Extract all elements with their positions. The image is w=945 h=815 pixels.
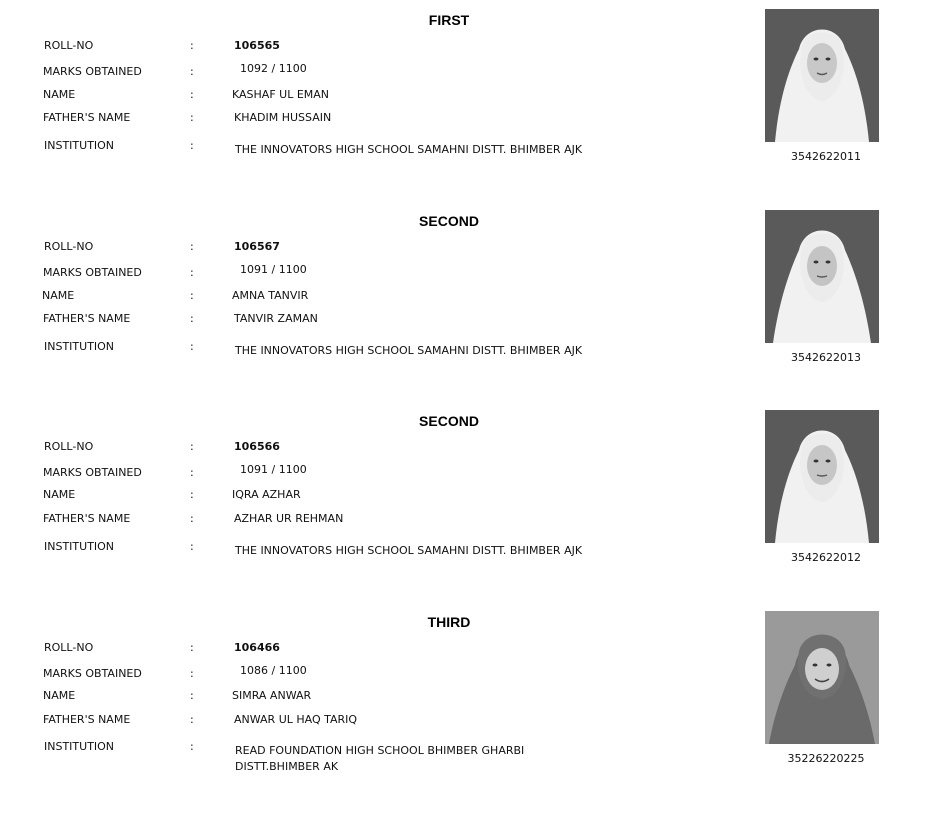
student-photo xyxy=(765,9,879,142)
result-entry xyxy=(0,611,945,801)
colon: : xyxy=(190,466,194,479)
position-title: FIRST xyxy=(428,12,470,28)
name-label: NAME xyxy=(42,289,75,302)
institution-label: INSTITUTION xyxy=(44,740,115,753)
colon: : xyxy=(190,667,194,680)
fathers-name-label: FATHER'S NAME xyxy=(43,713,131,726)
photo-id: 3542622013 xyxy=(791,351,861,364)
marks-label: MARKS OBTAINED xyxy=(43,266,142,279)
colon: : xyxy=(190,540,194,553)
colon: : xyxy=(190,488,194,501)
position-title: SECOND xyxy=(419,213,479,229)
marks-value: 1091 / 1100 xyxy=(240,263,307,276)
institution-label: INSTITUTION xyxy=(44,139,115,152)
student-photo xyxy=(765,410,879,543)
colon: : xyxy=(190,512,194,525)
name-value: SIMRA ANWAR xyxy=(232,689,312,702)
colon: : xyxy=(190,713,194,726)
institution-value: THE INNOVATORS HIGH SCHOOL SAMAHNI DISTT. BHIMBER AJK xyxy=(235,344,583,357)
fathers-name-value: ANWAR UL HAQ TARIQ xyxy=(234,713,358,726)
marks-value: 1086 / 1100 xyxy=(240,664,307,677)
roll-no-label: ROLL-NO xyxy=(44,39,94,52)
fathers-name-value: TANVIR ZAMAN xyxy=(234,312,318,325)
name-value: AMNA TANVIR xyxy=(232,289,309,302)
name-label: NAME xyxy=(43,488,76,501)
institution-label: INSTITUTION xyxy=(44,540,115,553)
roll-no-label: ROLL-NO xyxy=(44,440,94,453)
roll-no-label: ROLL-NO xyxy=(44,240,94,253)
name-label: NAME xyxy=(43,88,76,101)
result-entry xyxy=(0,210,945,400)
colon: : xyxy=(190,39,194,52)
fathers-name-value: KHADIM HUSSAIN xyxy=(234,111,332,124)
result-entry xyxy=(0,9,945,199)
photo-id: 3542622011 xyxy=(791,150,861,163)
marks-label: MARKS OBTAINED xyxy=(43,466,142,479)
colon: : xyxy=(190,88,194,101)
colon: : xyxy=(190,65,194,78)
roll-no-label: ROLL-NO xyxy=(44,641,94,654)
colon: : xyxy=(190,740,194,753)
roll-no-value: 106565 xyxy=(234,39,280,52)
photo-id: 3542622012 xyxy=(791,551,861,564)
student-photo xyxy=(765,611,879,744)
position-title: SECOND xyxy=(419,413,479,429)
institution-label: INSTITUTION xyxy=(44,340,115,353)
colon: : xyxy=(190,266,194,279)
marks-label: MARKS OBTAINED xyxy=(43,65,142,78)
colon: : xyxy=(190,440,194,453)
institution-value: THE INNOVATORS HIGH SCHOOL SAMAHNI DISTT. BHIMBER AJK xyxy=(235,544,583,557)
colon: : xyxy=(190,689,194,702)
fathers-name-label: FATHER'S NAME xyxy=(43,111,131,124)
fathers-name-label: FATHER'S NAME xyxy=(43,512,131,525)
fathers-name-value: AZHAR UR REHMAN xyxy=(234,512,344,525)
colon: : xyxy=(190,111,194,124)
colon: : xyxy=(190,641,194,654)
roll-no-value: 106566 xyxy=(234,440,280,453)
name-value: IQRA AZHAR xyxy=(232,488,301,501)
roll-no-value: 106567 xyxy=(234,240,280,253)
marks-label: MARKS OBTAINED xyxy=(43,667,142,680)
institution-value: THE INNOVATORS HIGH SCHOOL SAMAHNI DISTT. BHIMBER AJK xyxy=(235,143,583,156)
roll-no-value: 106466 xyxy=(234,641,280,654)
institution-value: READ FOUNDATION HIGH SCHOOL BHIMBER GHARBI DISTT.BHIMBER AK xyxy=(235,744,525,773)
marks-value: 1092 / 1100 xyxy=(240,62,307,75)
position-title: THIRD xyxy=(427,614,471,630)
name-value: KASHAF UL EMAN xyxy=(232,88,330,101)
fathers-name-label: FATHER'S NAME xyxy=(43,312,131,325)
colon: : xyxy=(190,340,194,353)
student-photo xyxy=(765,210,879,343)
marks-value: 1091 / 1100 xyxy=(240,463,307,476)
name-label: NAME xyxy=(43,689,76,702)
colon: : xyxy=(190,289,194,302)
photo-id: 35226220225 xyxy=(787,752,865,765)
colon: : xyxy=(190,312,194,325)
result-entry xyxy=(0,410,945,600)
colon: : xyxy=(190,240,194,253)
colon: : xyxy=(190,139,194,152)
